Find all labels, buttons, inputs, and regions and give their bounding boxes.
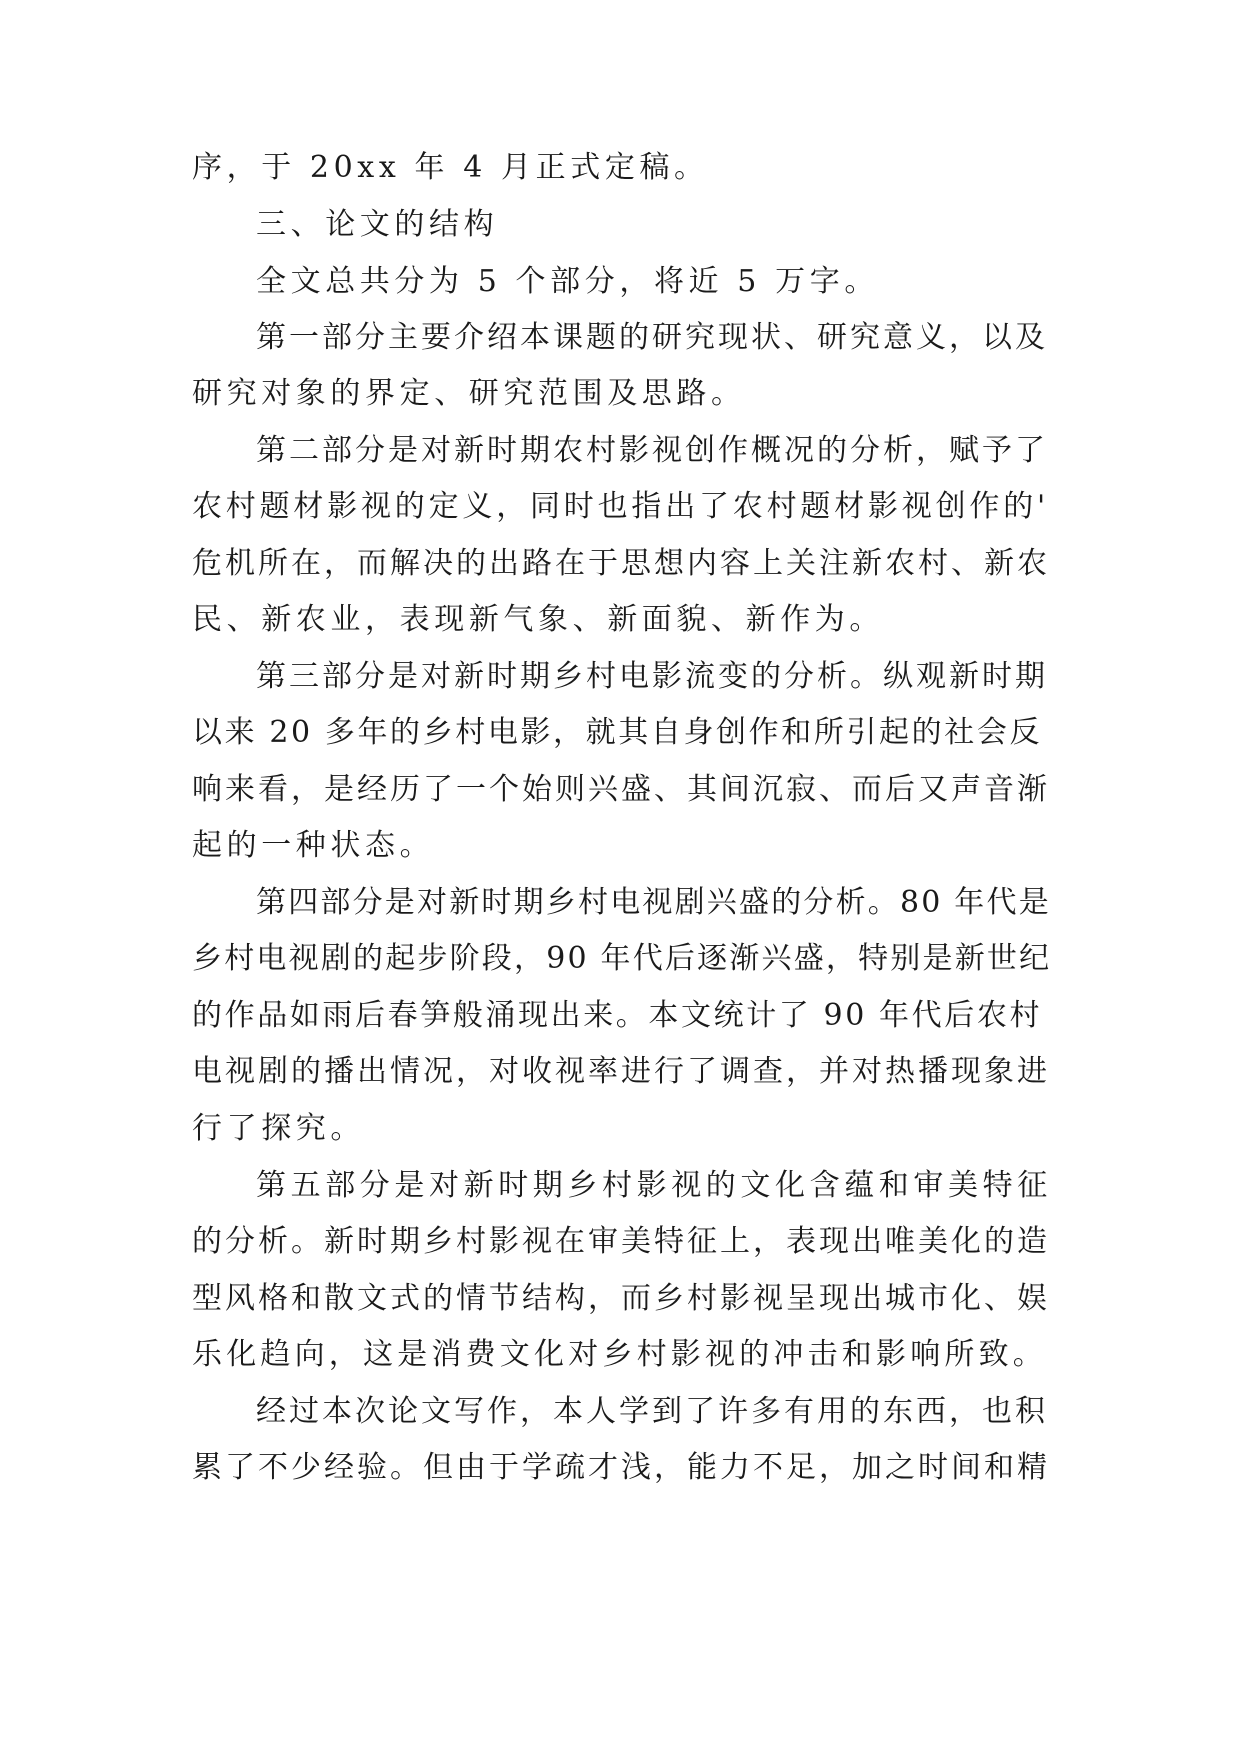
text-line: 研究对象的界定、研究范围及思路。 bbox=[192, 376, 746, 411]
text-line: 乡村电视剧的起步阶段，90 年代后逐渐兴盛，特别是新世纪 bbox=[192, 941, 1052, 976]
text-line: 第五部分是对新时期乡村影视的文化含蕴和审美特征 bbox=[256, 1168, 1052, 1203]
text-line: 乐化趋向，这是消费文化对乡村影视的冲击和影响所致。 bbox=[192, 1337, 1047, 1372]
text-line: 第二部分是对新时期农村影视创作概况的分析，赋予了 bbox=[256, 433, 1048, 468]
text-line: 第四部分是对新时期乡村电视剧兴盛的分析。80 年代是 bbox=[256, 885, 1051, 920]
text-line: 的作品如雨后春笋般涌现出来。本文统计了 90 年代后农村 bbox=[192, 998, 1043, 1033]
text-line: 电视剧的播出情况，对收视率进行了调查，并对热播现象进 bbox=[192, 1054, 1050, 1089]
text-line: 以来 20 多年的乡村电影，就其自身创作和所引起的社会反 bbox=[192, 715, 1043, 750]
text-line: 第一部分主要介绍本课题的研究现状、研究意义，以及 bbox=[256, 320, 1048, 355]
section-heading: 三、论文的结构 bbox=[256, 207, 499, 242]
text-line: 经过本次论文写作，本人学到了许多有用的东西，也积 bbox=[256, 1394, 1048, 1429]
text-line: 型风格和散文式的情节结构，而乡村影视呈现出城市化、娱 bbox=[192, 1281, 1050, 1316]
text-line: 序，于 20xx 年 4 月正式定稿。 bbox=[192, 150, 709, 185]
text-line: 全文总共分为 5 个部分，将近 5 万字。 bbox=[256, 264, 879, 299]
text-line: 的分析。新时期乡村影视在审美特征上，表现出唯美化的造 bbox=[192, 1224, 1050, 1259]
text-line: 起的一种状态。 bbox=[192, 828, 435, 863]
text-line: 行了探究。 bbox=[192, 1111, 365, 1146]
text-line: 民、新农业，表现新气象、新面貌、新作为。 bbox=[192, 602, 884, 637]
text-line: 响来看，是经历了一个始则兴盛、其间沉寂、而后又声音渐 bbox=[192, 772, 1050, 807]
text-line: 累了不少经验。但由于学疏才浅，能力不足，加之时间和精 bbox=[192, 1450, 1050, 1485]
text-line: 第三部分是对新时期乡村电影流变的分析。纵观新时期 bbox=[256, 659, 1048, 694]
text-line: 农村题材影视的定义，同时也指出了农村题材影视创作的' bbox=[192, 489, 1050, 524]
text-line: 危机所在，而解决的出路在于思想内容上关注新农村、新农 bbox=[192, 546, 1050, 581]
